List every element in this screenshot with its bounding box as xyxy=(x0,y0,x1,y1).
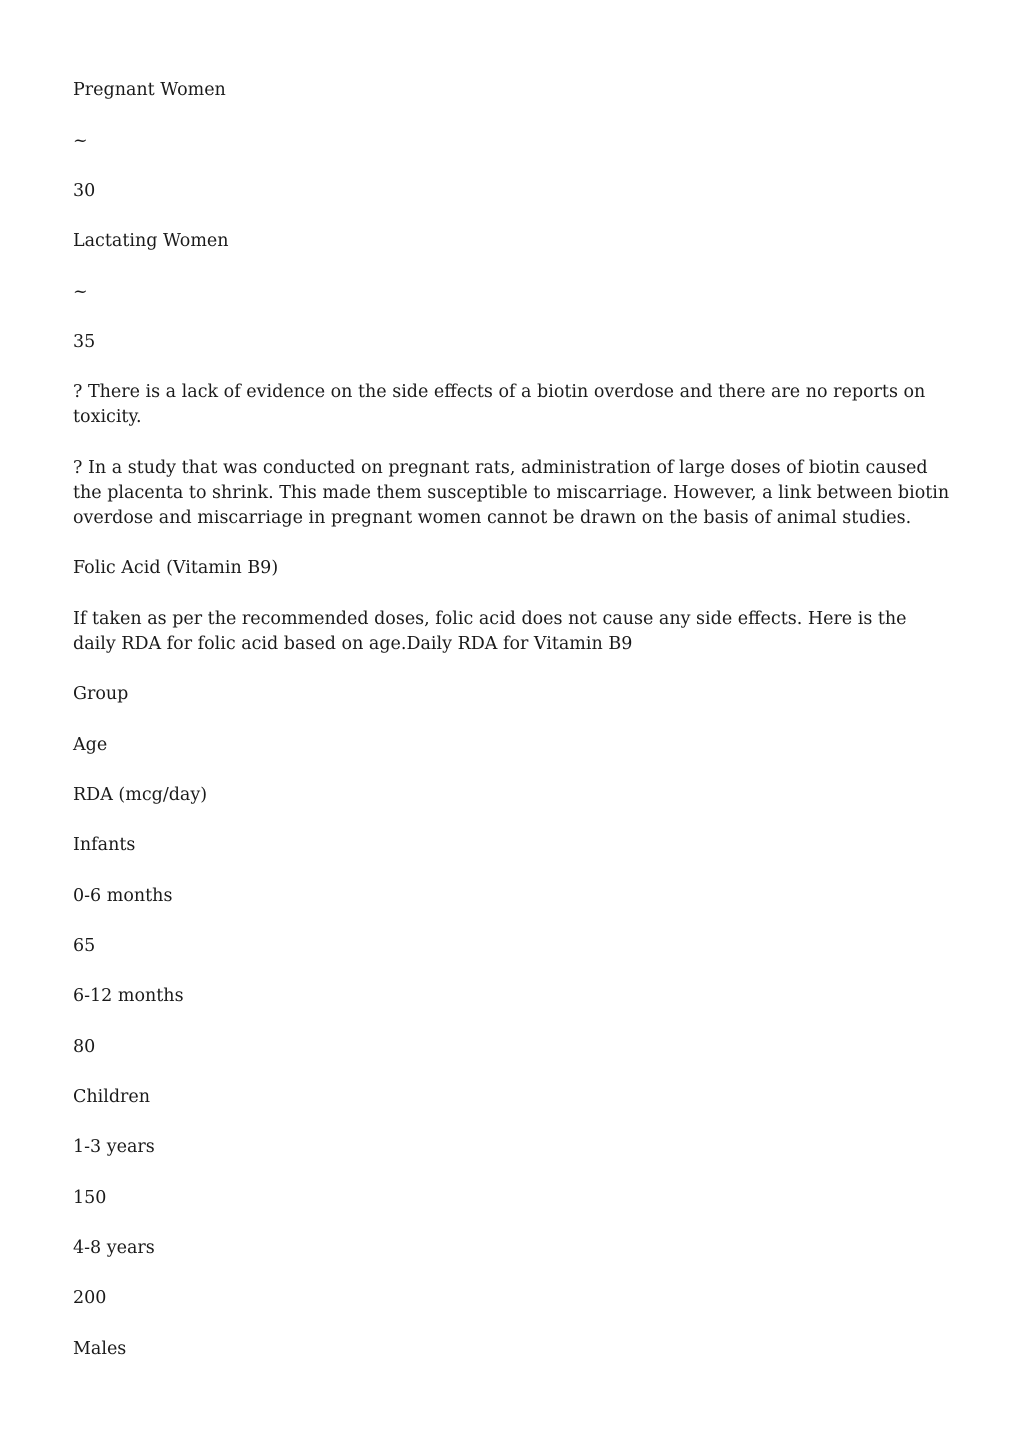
group-lactating-women: Lactating Women xyxy=(73,231,229,251)
group-children: Children xyxy=(73,1087,151,1107)
group-infants: Infants xyxy=(73,835,136,855)
age-range: 1-3 years xyxy=(73,1137,155,1157)
rda-value: 35 xyxy=(73,332,96,352)
age-placeholder-tilde: ~ xyxy=(73,131,88,151)
group-males: Males xyxy=(73,1339,127,1359)
rda-value: 30 xyxy=(73,181,96,201)
table-header-group: Group xyxy=(73,684,129,704)
biotin-rats-study-paragraph: ? In a study that was conducted on pregnant rats, administration of large doses of biotin caused the placenta to shrink. This made them susceptible to miscarriage. However, a link between biotin overdose and miscarriage in pregnant women cannot be drawn on the basis of animal studies. xyxy=(73,458,950,528)
age-placeholder-tilde: ~ xyxy=(73,282,88,302)
folic-acid-intro-paragraph: If taken as per the recommended doses, folic acid does not cause any side effects. Here is the daily RDA for folic acid based on age.Daily RDA for Vitamin B9 xyxy=(73,609,907,654)
age-range: 4-8 years xyxy=(73,1238,155,1258)
rda-value: 80 xyxy=(73,1037,96,1057)
age-range: 6-12 months xyxy=(73,986,184,1006)
rda-value: 65 xyxy=(73,936,96,956)
table-header-rda: RDA (mcg/day) xyxy=(73,785,208,805)
table-header-age: Age xyxy=(73,735,108,755)
group-pregnant-women: Pregnant Women xyxy=(73,80,226,100)
biotin-overdose-paragraph: ? There is a lack of evidence on the side effects of a biotin overdose and there are no reports on toxicity. xyxy=(73,382,926,427)
rda-value: 150 xyxy=(73,1188,107,1208)
rda-value: 200 xyxy=(73,1288,107,1308)
age-range: 0-6 months xyxy=(73,886,173,906)
folic-acid-heading: Folic Acid (Vitamin B9) xyxy=(73,558,279,578)
